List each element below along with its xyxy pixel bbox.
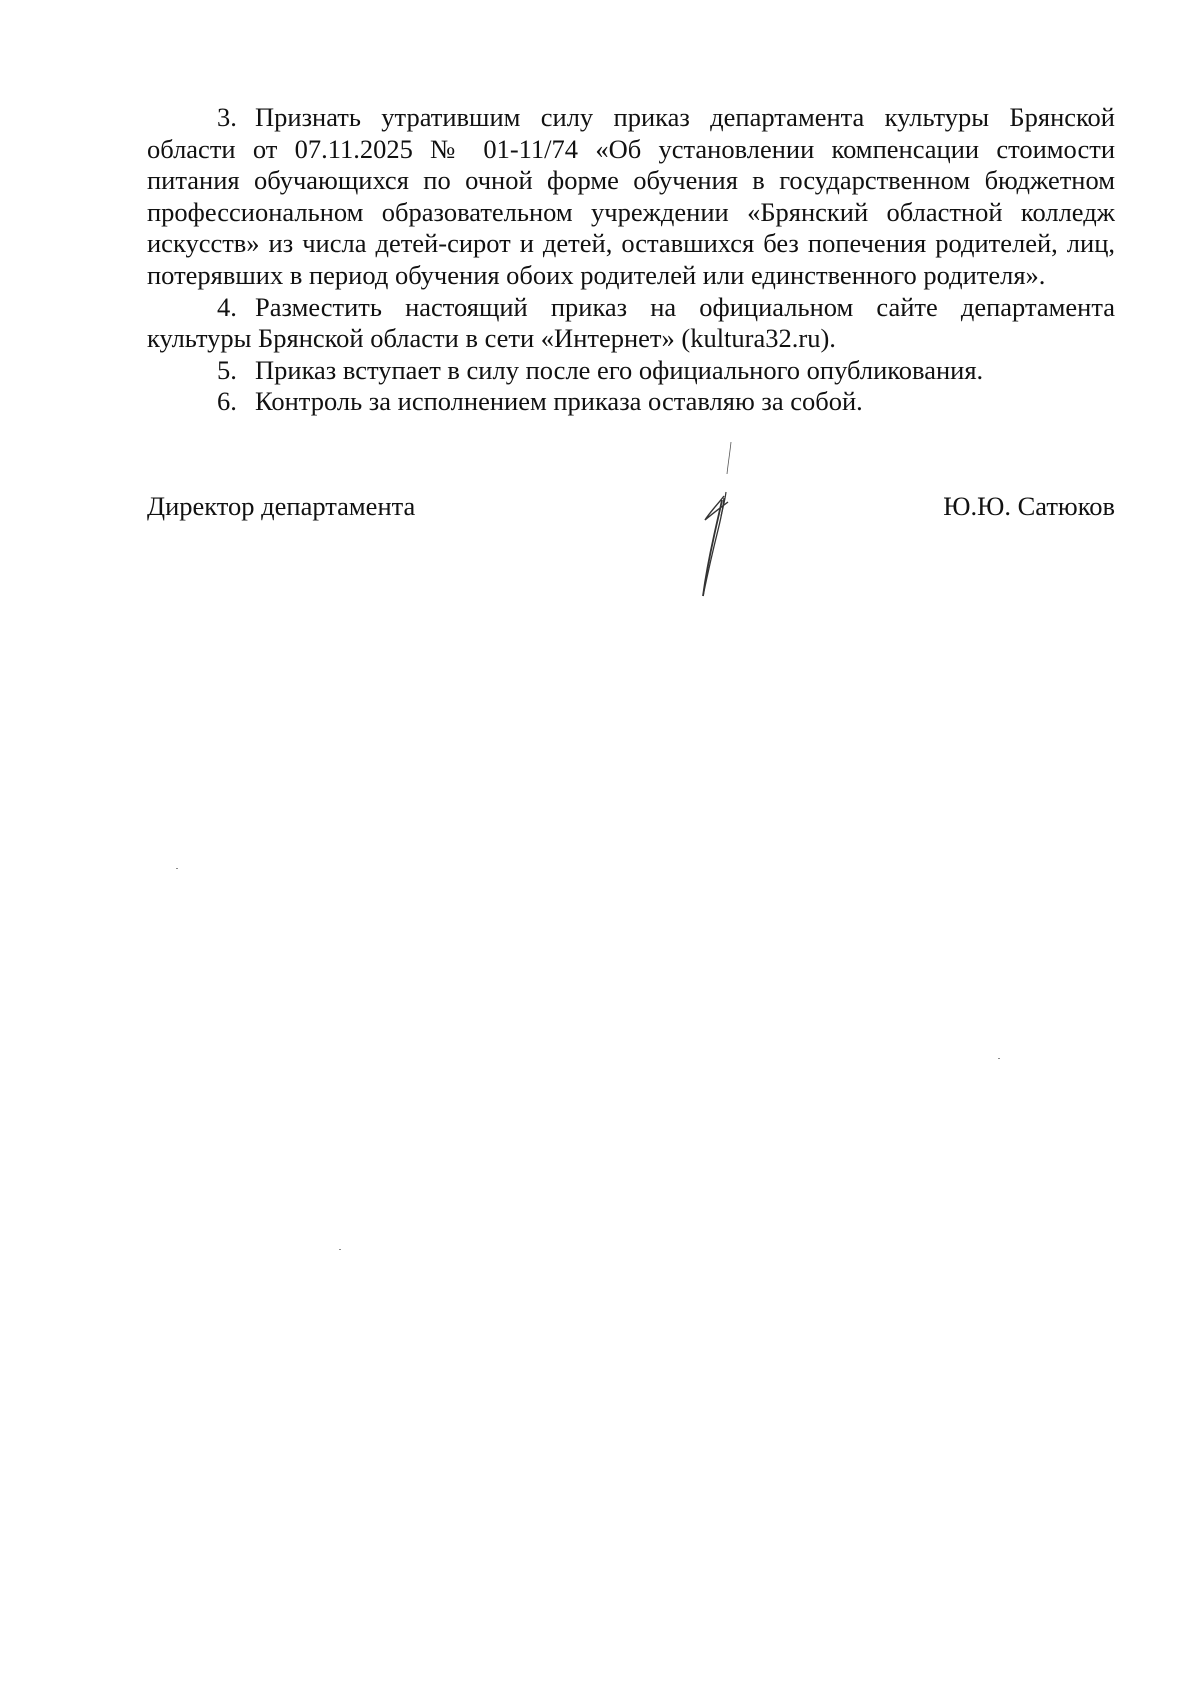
signatory-position: Директор департамента (147, 491, 416, 521)
paragraph-number: 4. (217, 291, 237, 322)
scan-speck (339, 1249, 341, 1250)
signatory-name: Ю.Ю. Сатюков (943, 491, 1115, 521)
paragraph-text: Разместить настоящий приказ на официальном сайте департамента культуры Брянской области в сети «Интернет» (kultura32.ru). (147, 291, 1115, 354)
paragraph-text: Контроль за исполнением приказа оставляю за собой. (255, 386, 863, 417)
paragraph-5 (147, 355, 1115, 387)
paragraph-number: 6. (217, 386, 237, 417)
scan-speck (998, 1058, 1000, 1059)
paragraph-text: Приказ вступает в силу после его официального опубликования. (255, 354, 984, 385)
scan-speck (176, 868, 178, 869)
paragraph-number: 5. (217, 354, 237, 385)
paragraph-4 (147, 292, 1115, 355)
paragraph-number: 3. (217, 102, 237, 132)
signature-block (147, 490, 1115, 530)
paragraph-3 (147, 102, 1115, 292)
paragraph-6 (147, 386, 1115, 418)
document-body (147, 102, 1115, 418)
paragraph-text: Признать утратившим силу приказ департамента культуры Брянской области от 07.11.2025 № 01-11/74 «Об установлении компенсации стоимости питания обучающихся по очной форме обучения в государственном бюджетном профессиональном образовательном учреждении «Брянский областной колледж искусств» из числа детей-сирот и детей, оставшихся без попечения родителей, лиц, потерявших в период обучения обоих родителей или единственного родителя». (147, 102, 1115, 290)
handwritten-signature (690, 440, 750, 600)
